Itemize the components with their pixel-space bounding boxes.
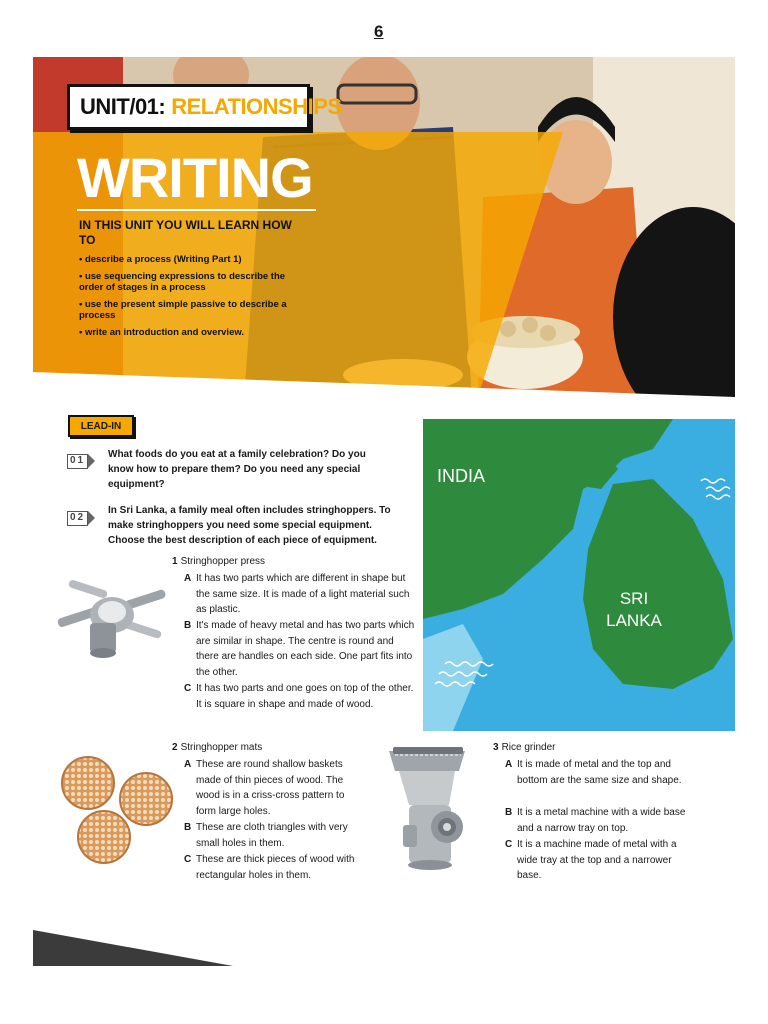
rice-grinder-image <box>385 745 477 873</box>
unit-topic: RELATIONSHIPS <box>171 94 342 119</box>
objective-item: • write an introduction and overview. <box>79 327 245 338</box>
section-title: WRITING <box>77 146 313 209</box>
learn-heading: IN THIS UNIT YOU WILL LEARN HOW TO <box>79 218 292 247</box>
unit-label-box <box>67 84 342 130</box>
item-3-option-a: A It is made of metal and the top and bottom are the same size and shape. <box>505 759 682 786</box>
item-1-option-b: B It's made of heavy metal and has two parts which are similar in shape. The centre is round and there are handles on each side. One part fits into the other. <box>184 620 415 678</box>
hero-banner <box>33 57 735 412</box>
item-3-title: 3 Rice grinder <box>493 742 556 753</box>
item-1-option-a: A It has two parts which are different in shape but the same size. It is made of a light material such as plastic. <box>184 573 410 615</box>
question-number-01: 01 <box>67 453 101 469</box>
item-2-option-c: C These are thick pieces of wood with rectangular holes in them. <box>184 854 355 881</box>
item-1-title: 1 Stringhopper press <box>172 556 266 567</box>
decorative-footer-shape <box>33 930 233 970</box>
objectives-list <box>79 254 309 344</box>
item-1-option-c: C It has two parts and one goes on top of the other. It is square in shape and made of wood. <box>184 683 414 710</box>
item-2-option-a: A These are round shallow baskets made of thin pieces of wood. The wood is in a criss-cross pattern to form large holes. <box>184 759 345 817</box>
map-label-india: INDIA <box>437 466 486 486</box>
item-3-option-b: B It is a metal machine with a wide base and a narrow tray on top. <box>505 807 686 834</box>
arrow-icon <box>88 454 95 468</box>
item-2-title: 2 Stringhopper mats <box>172 742 263 753</box>
question-02-text: In Sri Lanka, a family meal often includes stringhoppers. To make stringhoppers you need some special equipment. Choose the best description of each piece of equipment. <box>108 505 391 546</box>
question-number-02: 02 <box>67 510 101 526</box>
objective-item: • describe a process (Writing Part 1) <box>79 254 242 265</box>
title-divider <box>77 209 316 211</box>
objective-item: • use sequencing expressions to describe the order of stages in a process <box>79 271 286 293</box>
unit-number: UNIT/01: <box>80 94 166 119</box>
question-01-text: What foods do you eat at a family celebration? Do you know how to prepare them? Do you need any special equipment? <box>108 449 366 490</box>
sri-lanka-map <box>423 419 735 731</box>
item-2-option-b: B These are cloth triangles with very small holes in them. <box>184 822 348 849</box>
stringhopper-press-image <box>52 575 170 665</box>
stringhopper-mats-image <box>58 755 176 865</box>
map-label-sri: SRI <box>619 589 649 608</box>
map-label-lanka: LANKA <box>606 611 662 630</box>
lead-in-tag: LEAD-IN <box>68 415 134 437</box>
page-number: 6 <box>374 22 384 41</box>
objective-item: • use the present simple passive to describe a process <box>79 299 287 321</box>
item-3-option-c: C It is a machine made of metal with a wide tray at the top and a narrower base. <box>505 839 677 881</box>
arrow-icon <box>88 511 95 525</box>
